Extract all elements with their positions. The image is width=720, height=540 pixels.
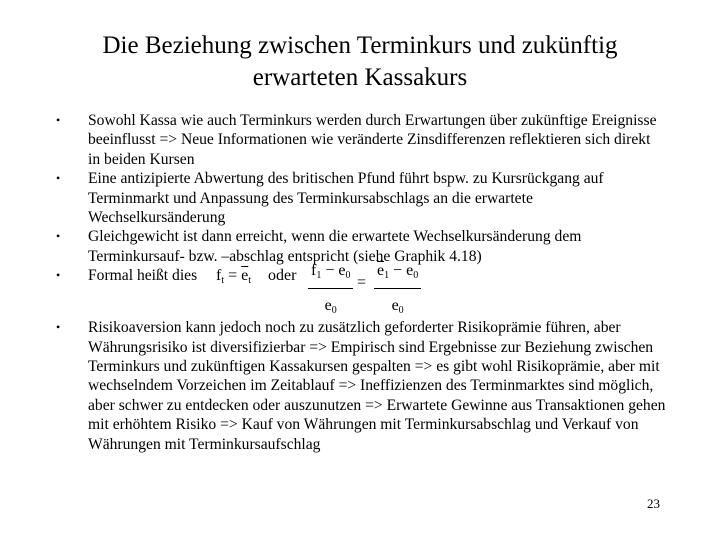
bullet-dot: • [56,268,61,283]
formula-equals-sign: = [357,274,367,292]
bullet-list [56,111,666,454]
bullet-text-2: Eine antizipierte Abwertung des britischen Pfund führt bspw. zu Kursrückgang auf Terminmarkt und Anpassung des Terminkursabschlags an die erwartete Wechselkursänderung [88,170,604,227]
formula-forward-equals-expected: $f_t = \overline{e}_t$ [216,267,252,287]
bullet-text-1: Sowohl Kassa wie auch Terminkurs werden durch Erwartungen über zukünftige Ereignisse beeinflusst => Neue Informationen wie veränderte Zinsdifferenzen reflektieren sich direkt in beiden Kursen [88,112,657,168]
formula-fraction-expected-change: $\frac{\overline{e}_1 - e_0}{e_0}$ [374,262,421,320]
bullet-text-5: Risikoaversion kann jedoch noch zu zusätzlich geforderter Risikoprämie führen, aber Währungsrisiko ist diversifizierbar => Empirisch sind Ergebnisse zur Beziehung zwischen Terminkurs und zukünftigen Kassakursen gespalten => es gibt wohl Risikoprämie, aber mit wechselndem Vorzeichen im Zeitablauf => Ineffizienzen des Terminmarktes sind möglich, aber schwer zu entdecken oder auszunutzen => Erwartete Gewinne aus Transaktionen gehen mit erhöhtem Risiko => Kauf von Währungen mit Terminkursabschlag und Verkauf von Währungen mit Terminkursaufschlag [88,319,666,453]
bullet-dot: • [56,229,61,244]
slide-title [0,30,720,94]
bullet-item-4 [56,262,666,318]
slide-title-line-2: erwarteten Kassakurs [252,64,468,91]
bullet-item-3 [56,227,666,266]
bullet-item-5 [56,318,666,454]
bullet-text-4: Formal heißt dies [88,267,198,285]
formula-fraction-forward-premium: $\frac{f_1 - e_0}{e_0}$ [308,262,353,320]
bullet-item-1 [56,111,666,169]
bullet-dot: • [56,171,61,186]
bullet-dot: • [56,113,61,127]
page-number: 23 [647,496,660,511]
bullet-item-2 [56,169,666,227]
bullet-dot: • [56,320,61,335]
bullet-text-3: Gleichgewicht ist dann erreicht, wenn die erwartete Wechselkursänderung dem Terminkursauf- bzw. –abschlag entspricht (siehe Graphik 4.18) [88,228,582,265]
formula-oder: oder [268,267,297,285]
slide-title-line-1: Die Beziehung zwischen Terminkurs und zukünftig [102,32,618,59]
